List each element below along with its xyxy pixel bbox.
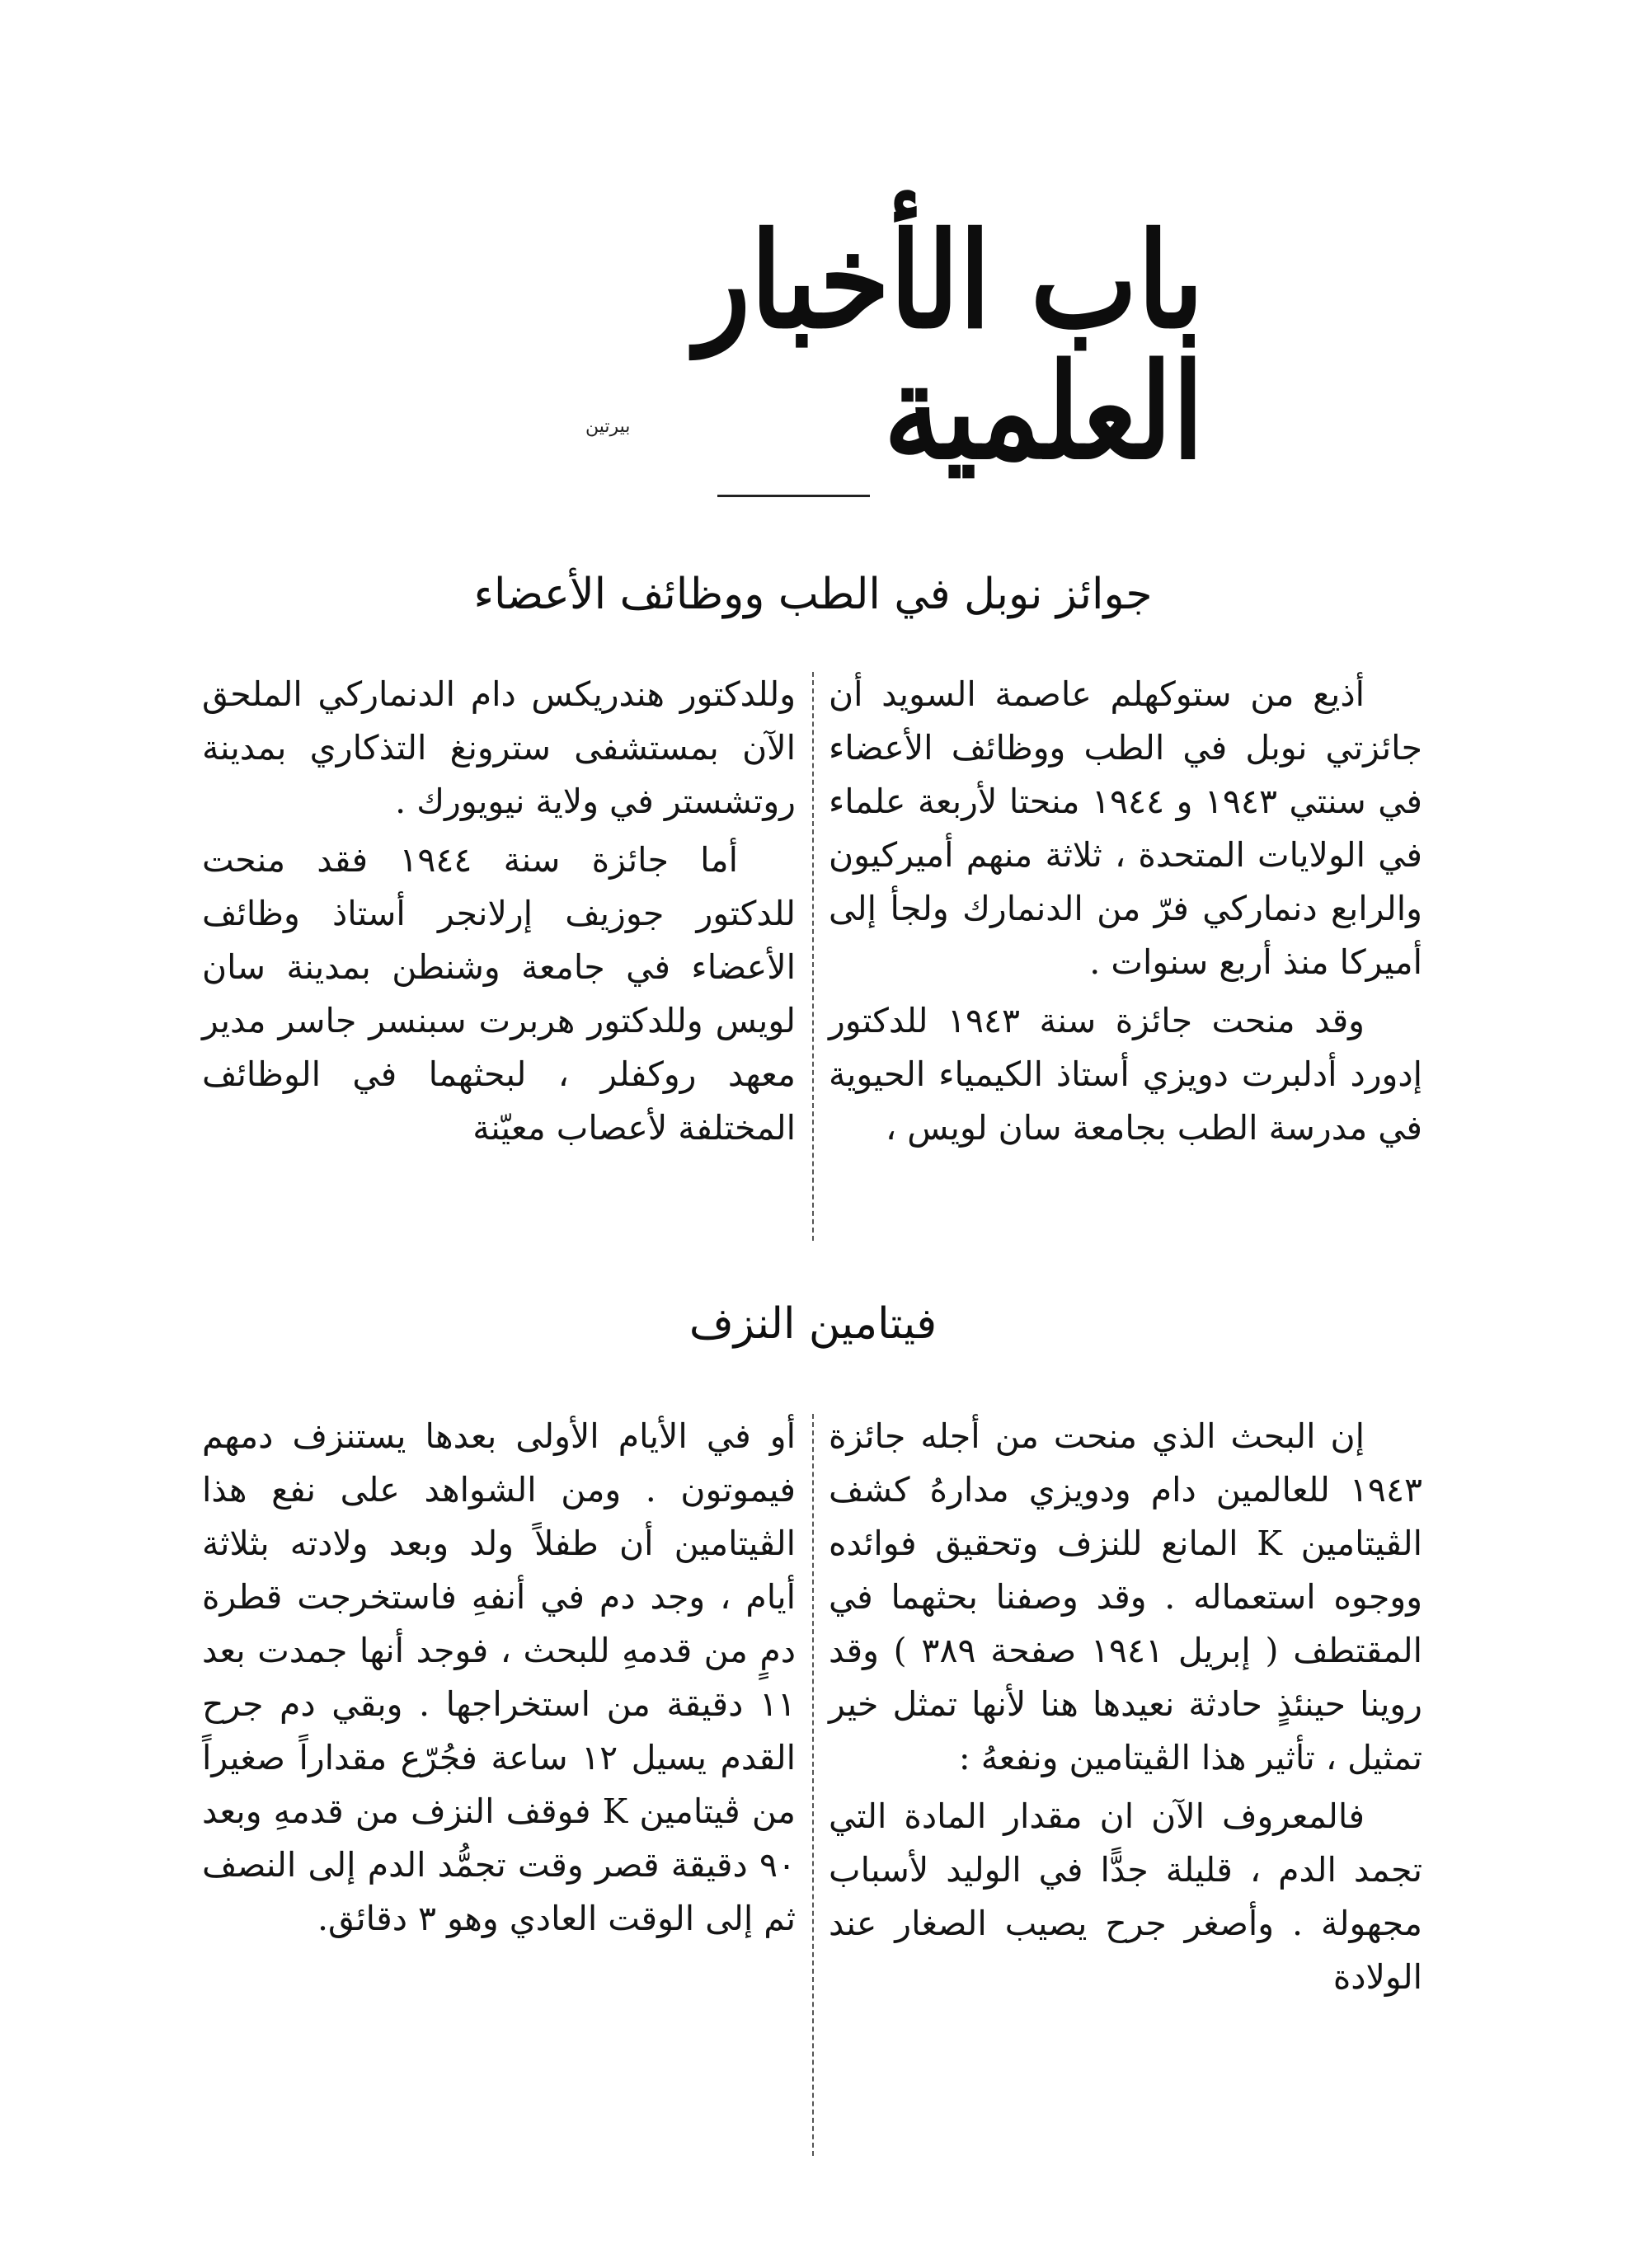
paragraph: إن البحث الذي منحت من أجله جائزة ١٩٤٣ للعالمين دام ودويزي مدارهُ كشف الڤيتامين K المانع للنزف وتحقيق فوائده ووجوه استعماله . وقد وصفنا بحثهما في المقتطف ( إبريل ١٩٤١ صفحة ٣٨٩ ) وقد روينا حينئذٍ حادثة نعيدها هنا لأنها تمثل خير تمثيل ، تأثير هذا الڤيتامين ونفعهُ : [829, 1416, 1422, 1777]
section1-left-column [202, 668, 796, 1155]
paragraph: أما جائزة سنة ١٩٤٤ فقد منحت للدكتور جوزيف إرلانجر أستاذ وظائف الأعضاء في جامعة وشنطن بمدينة سان لويس وللدكتور هربرت سبنسر جاسر مدير معهد روكفلر ، لبحثهما في الوظائف المختلفة لأعصاب معيّنة [202, 840, 796, 1148]
section2-right-column [829, 1410, 1422, 2004]
column-divider [812, 672, 814, 1241]
paragraph: أو في الأيام الأولى بعدها يستنزف دمهم فيموتون . ومن الشواهد على نفع هذا الڤيتامين أن طفلاً ولد وبعد ولادته بثلاثة أيام ، وجد دم في أنفهِ فاستخرجت قطرة دمٍ من قدمهِ للبحث ، فوجد أنها جمدت بعد ١١ دقيقة من استخراجها . وبقي دم جرح القدم يسيل ١٢ ساعة فجُرّع مقداراً صغيراً من ڤيتامين K فوقف النزف من قدمهِ وبعد ٩٠ دقيقة قصر وقت تجمُّد الدم إلى النصف ثم إلى الوقت العادي وهو ٣ دقائق. [202, 1416, 796, 1938]
paragraph: أذيع من ستوكهلم عاصمة السويد أن جائزتي نوبل في الطب ووظائف الأعضاء في سنتي ١٩٤٣ و ١٩٤٤ منحتا لأربعة علماء في الولايات المتحدة ، ثلاثة منهم أميركيون والرابع دنماركي فرّ من الدنمارك ولجأ إلى أميركا منذ أربع سنوات . [829, 674, 1422, 982]
masthead-signature: بيرتين [585, 416, 631, 437]
section1-right-column [829, 668, 1422, 1155]
title-divider [717, 495, 870, 497]
section-heading-vitamin-k: فيتامين النزف [688, 1299, 938, 1349]
section-heading-nobel-prizes: جوائز نوبل في الطب ووظائف الأعضاء [473, 570, 1153, 619]
paragraph: وللدكتور هندريكس دام الدنماركي الملحق الآن بمستشفى سترونغ التذكاري بمدينة روتشستر في ولاية نيويورك . [202, 674, 796, 821]
section2-left-column [202, 1410, 796, 1946]
masthead [462, 203, 1204, 489]
column-divider [812, 1414, 814, 2156]
paragraph: فالمعروف الآن ان مقدار المادة التي تجمد الدم ، قليلة جدًّا في الوليد لأسباب مجهولة . وأصغر جرح يصيب الصغار عند الولادة [829, 1796, 1422, 1997]
paragraph: وقد منحت جائزة سنة ١٩٤٣ للدكتور إدورد أدلبرت دويزي أستاذ الكيمياء الحيوية في مدرسة الطب بجامعة سان لويس ، [829, 1001, 1422, 1148]
masthead-title: باب الأخبار العلمية [695, 203, 1204, 489]
